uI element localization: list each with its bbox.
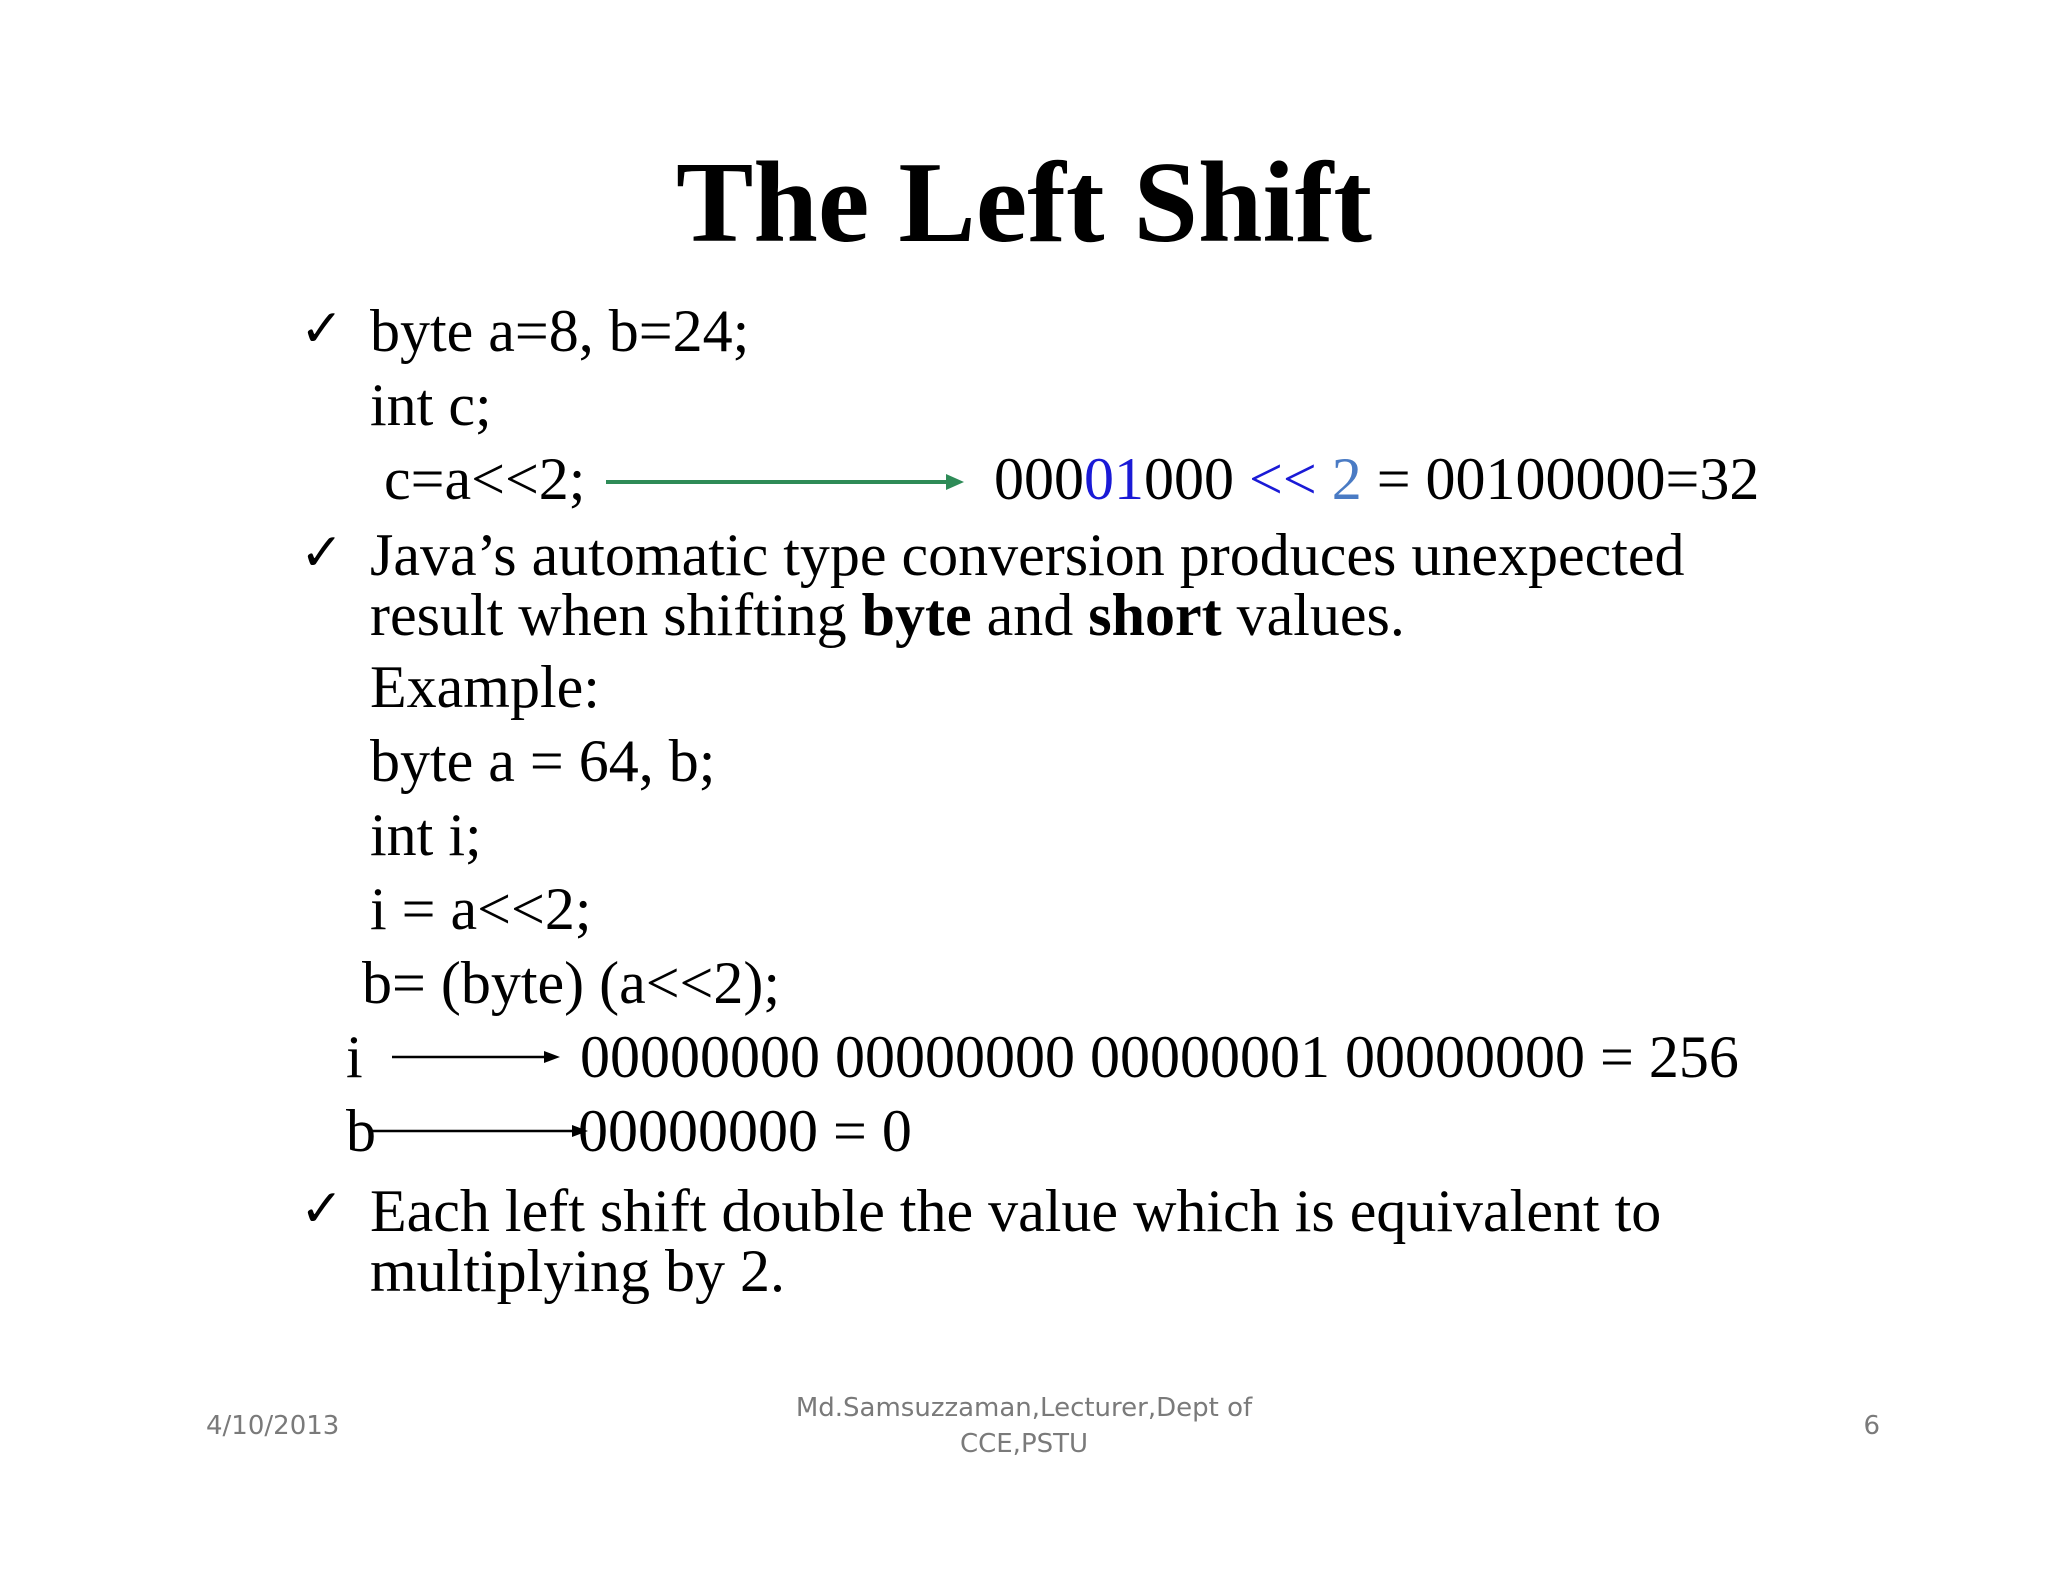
arrow-icon [604, 470, 966, 494]
binary-value: 00000000 00000000 00000001 00000000 = 256 [580, 1024, 1739, 1090]
bullet-text: Each left shift double the value which is equivalent to [370, 1178, 1662, 1244]
footer-author: Md.Samsuzzaman,Lecturer,Dept of CCE,PSTU [795, 1393, 1253, 1459]
checkmark-icon: ✓ [300, 523, 344, 583]
bullet-text: result when shifting byte and short values. [370, 582, 1405, 648]
shift-text: 000 [1144, 446, 1249, 512]
binary-value: 00000000 = 0 [578, 1098, 912, 1164]
variable-label: i [346, 1024, 363, 1090]
code-line: b= (byte) (a<<2); [362, 950, 781, 1016]
arrow-icon [370, 1120, 590, 1142]
slide-title: The Left Shift [676, 139, 1372, 267]
shift-expression [994, 446, 1759, 512]
code-line: i = a<<2; [370, 876, 592, 942]
checkmark-icon: ✓ [300, 1179, 344, 1239]
bold-keyword: byte [861, 582, 972, 648]
bullet-text: Java’s automatic type conversion produces unexpected [370, 522, 1685, 588]
variable-label: b [346, 1098, 376, 1164]
footer-date: 4/10/2013 [206, 1411, 340, 1441]
code-line: byte a = 64, b; [370, 728, 716, 794]
code-line: int c; [370, 372, 492, 438]
bullet-text: multiplying by 2. [370, 1238, 786, 1304]
code-line: int i; [370, 802, 482, 868]
arrow-icon [390, 1046, 562, 1068]
page-number: 6 [1863, 1411, 1880, 1441]
shift-result: = 00100000=32 [1361, 446, 1760, 512]
code-line: c=a<<2; [384, 446, 586, 512]
shift-text: 000 [994, 446, 1084, 512]
code-line: byte a=8, b=24; [370, 298, 750, 364]
checkmark-icon: ✓ [300, 299, 344, 359]
shift-amount: 2 [1331, 446, 1362, 512]
bold-keyword: short [1088, 582, 1222, 648]
example-label: Example: [370, 654, 600, 720]
shift-operator: << [1249, 446, 1317, 512]
shift-highlight: 01 [1084, 446, 1144, 512]
